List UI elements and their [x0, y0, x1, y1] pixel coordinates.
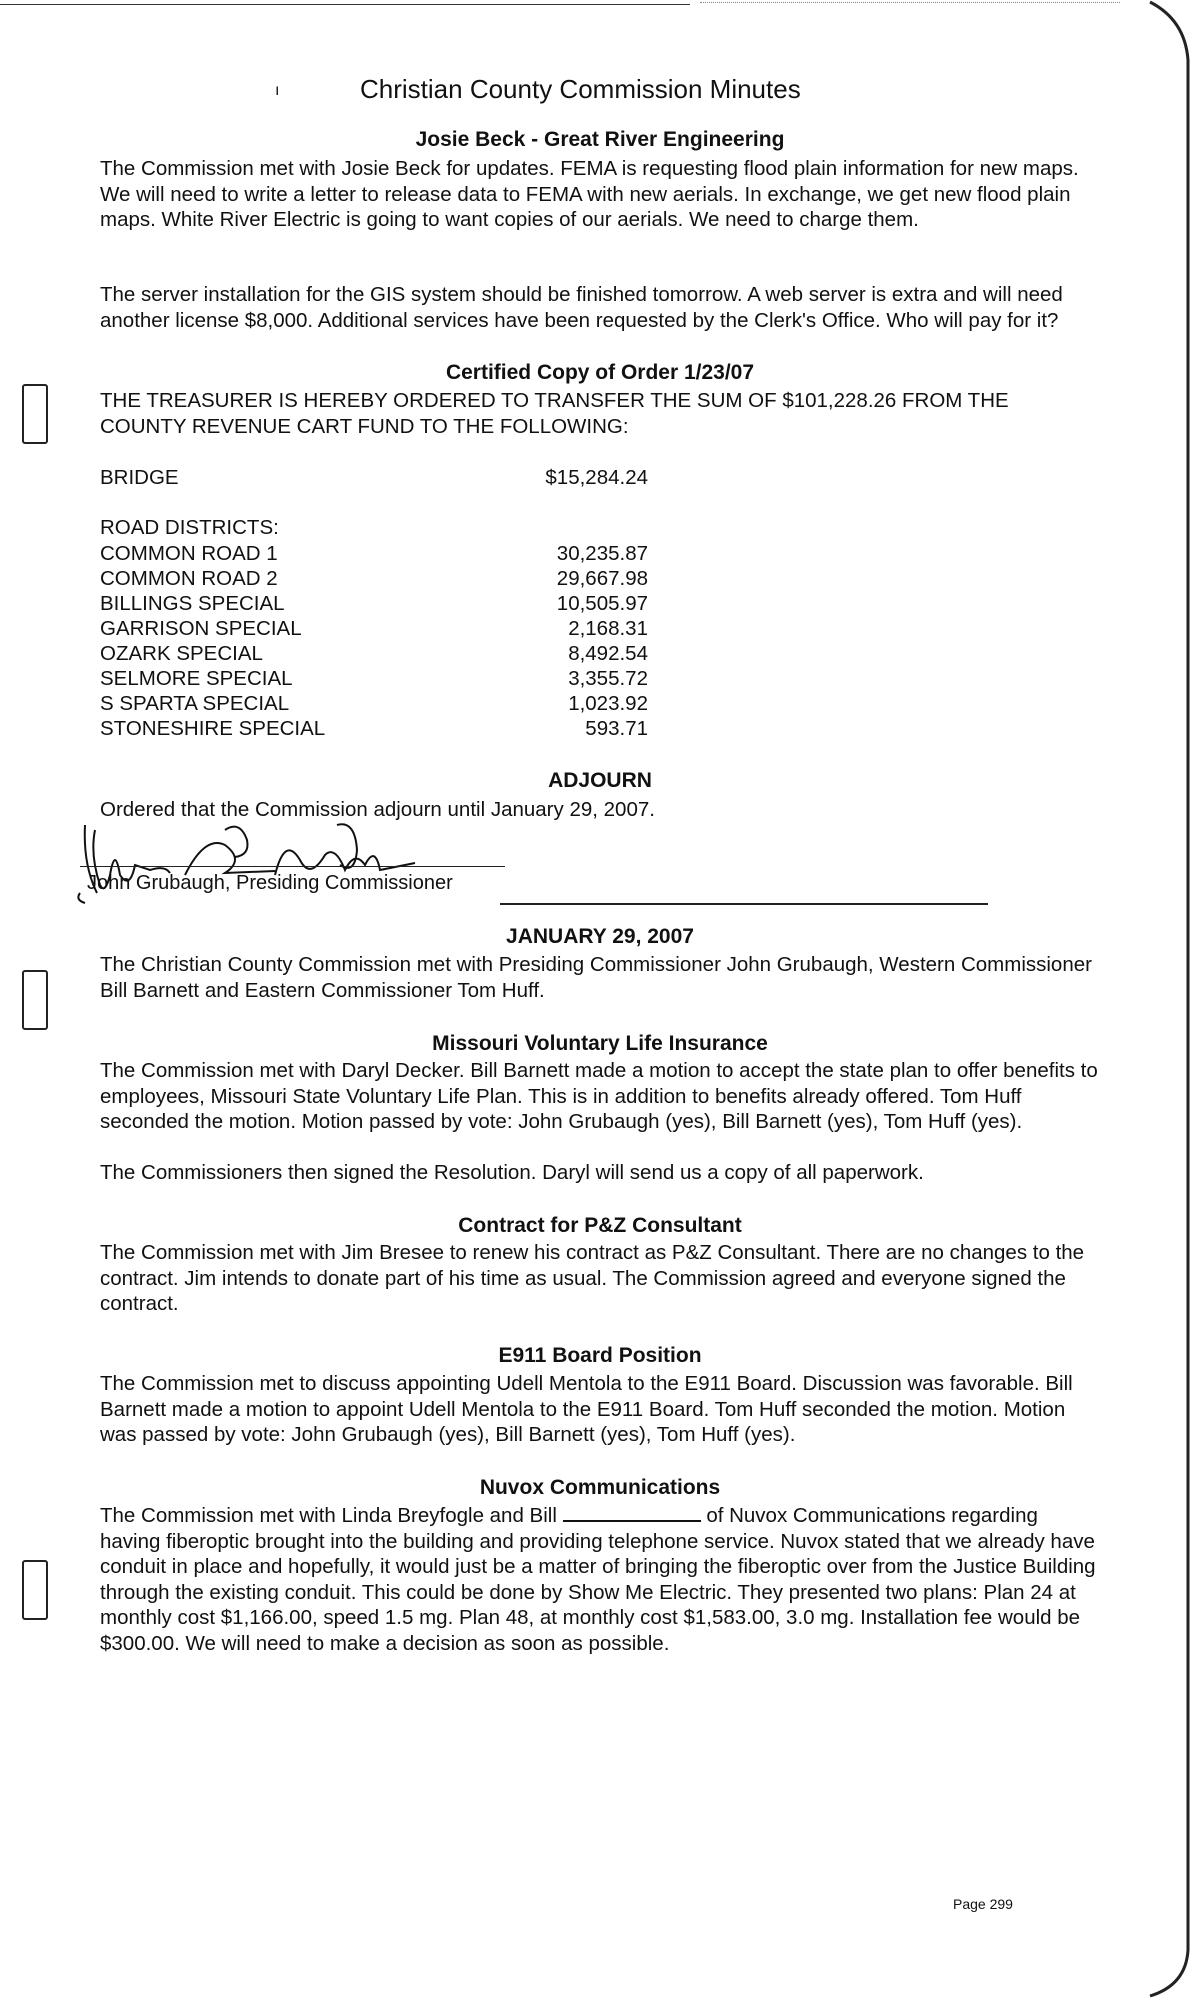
heading-certified-order: Certified Copy of Order 1/23/07: [445, 361, 755, 384]
road-districts-label: ROAD DISTRICTS:: [100, 516, 279, 539]
district-row: [100, 642, 800, 667]
bridge-label: BRIDGE: [100, 466, 179, 489]
district-amount: 8,492.54: [568, 642, 648, 665]
josie-paragraph-1: The Commission met with Josie Beck for updates. FEMA is requesting flood plain information for new maps. We will need to write a letter to release data to FEMA with new aerials. In exchange, we get new flood plain maps. White River Electric is going to want copies of our aerials. We need to charge them.: [100, 157, 1079, 231]
road-districts-label-row: [100, 516, 800, 541]
page-number: Page 299: [953, 1896, 1013, 1912]
district-name: STONESHIRE SPECIAL: [100, 717, 326, 740]
heading-pz-consultant: Contract for P&Z Consultant: [458, 1214, 742, 1237]
heading-date: JANUARY 29, 2007: [506, 925, 694, 948]
district-name: BILLINGS SPECIAL: [100, 592, 285, 615]
district-row: [100, 667, 800, 692]
heading-josie-beck: Josie Beck - Great River Engineering: [415, 128, 785, 151]
district-name: S SPARTA SPECIAL: [100, 692, 290, 715]
nuvox-text-start: The Commission met with Linda Breyfogle and Bill: [100, 1504, 557, 1527]
bridge-amount: $15,284.24: [545, 466, 648, 489]
district-row: [100, 717, 800, 742]
mvli-paragraph-1: The Commission met with Daryl Decker. Bill Barnett made a motion to accept the state plan to offer benefits to employees, Missouri State Voluntary Life Plan. This is in addition to benefits already offered. Tom Huff seconded the motion. Motion passed by vote: John Grubaugh (yes), Bill Barnett (yes), Tom Huff (yes).: [100, 1059, 1098, 1133]
district-row: [100, 592, 800, 617]
district-row: [100, 692, 800, 717]
signer-name: John Grubaugh, Presiding Commissioner: [87, 872, 453, 894]
district-name: GARRISON SPECIAL: [100, 617, 302, 640]
district-amount: 3,355.72: [568, 667, 648, 690]
bridge-row: [100, 466, 800, 491]
signature-rule: [500, 903, 988, 905]
district-name: COMMON ROAD 1: [100, 542, 278, 565]
heading-nuvox: Nuvox Communications: [479, 1476, 721, 1499]
blank-line: [563, 1502, 701, 1522]
district-amount: 30,235.87: [556, 542, 648, 565]
order-text: THE TREASURER IS HEREBY ORDERED TO TRANSFER THE SUM OF $101,228.26 FROM THE COUNTY REVENUE CART FUND TO THE FOLLOWING:: [100, 389, 1009, 438]
date-paragraph: The Christian County Commission met with Presiding Commissioner John Grubaugh, Western Commissioner Bill Barnett and Eastern Commissioner Tom Huff.: [100, 953, 1092, 1002]
heading-mvli: Missouri Voluntary Life Insurance: [432, 1032, 768, 1055]
district-name: OZARK SPECIAL: [100, 642, 263, 665]
document-title: Christian County Commission Minutes: [360, 74, 801, 104]
punch-hole-1: [22, 384, 48, 444]
district-amount: 2,168.31: [568, 617, 648, 640]
heading-e911: E911 Board Position: [498, 1344, 702, 1367]
scan-tick-mark: ı: [275, 82, 280, 99]
nuvox-paragraph: [100, 1502, 1100, 1656]
district-row: [100, 567, 800, 592]
district-amount: 10,505.97: [556, 592, 648, 615]
mvli-paragraph-2: The Commissioners then signed the Resolution. Daryl will send us a copy of all paperwork.: [100, 1161, 924, 1184]
signature-line: [80, 866, 505, 867]
district-row: [100, 617, 800, 642]
heading-adjourn: ADJOURN: [548, 769, 652, 792]
punch-hole-3: [22, 1560, 48, 1620]
district-name: COMMON ROAD 2: [100, 567, 278, 590]
district-amount: 1,023.92: [568, 692, 648, 715]
e911-paragraph: The Commission met to discuss appointing Udell Mentola to the E911 Board. Discussion was favorable. Bill Barnett made a motion to appoint Udell Mentola to the E911 Board. Tom Huff seconded the motion. Motion was passed by vote: John Grubaugh (yes), Bill Barnett (yes), Tom Huff (yes).: [100, 1372, 1073, 1446]
josie-paragraph-2: The server installation for the GIS system should be finished tomorrow. A web server is extra and will need another license $8,000. Additional services have been requested by the Clerk's Office. Who will pay for it?: [100, 283, 1063, 332]
district-amount: 29,667.98: [556, 567, 648, 590]
district-row: [100, 542, 800, 567]
district-amount: 593.71: [585, 717, 648, 740]
nuvox-text-rest: of Nuvox Communications regarding having fiberoptic brought into the building and providing telephone service. Nuvox stated that we already have conduit in place and hopefully, it would just be a matter of bringing the fiberoptic over from the Justice Building through the existing conduit. This could be done by Show Me Electric. They presented two plans: Plan 24 at monthly cost $1,166.00, speed 1.5 mg. Plan 48, at monthly cost $1,583.00, 3.0 mg. Installation fee would be $300.00. We will need to make a decision as soon as possible.: [100, 1504, 1096, 1655]
adjourn-text: Ordered that the Commission adjourn until January 29, 2007.: [100, 798, 655, 821]
pz-paragraph: The Commission met with Jim Bresee to renew his contract as P&Z Consultant. There are no changes to the contract. Jim intends to donate part of his time as usual. The Commission agreed and everyone signed the contract.: [100, 1241, 1085, 1315]
punch-hole-2: [22, 970, 48, 1030]
district-name: SELMORE SPECIAL: [100, 667, 293, 690]
